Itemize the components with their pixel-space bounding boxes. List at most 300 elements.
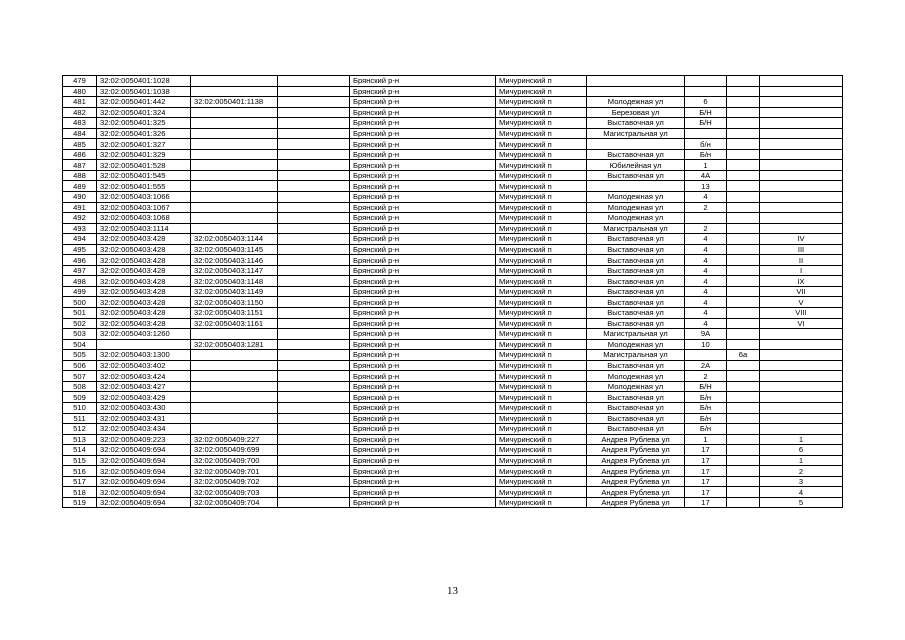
district-cell: Брянский р-н xyxy=(350,181,496,192)
settlement-cell: Мичуринский п xyxy=(496,286,587,297)
empty-cell xyxy=(278,160,350,171)
table-row xyxy=(63,286,843,297)
empty-cell xyxy=(278,276,350,287)
row-number-cell: 503 xyxy=(63,329,97,340)
related-cadastral-number-cell xyxy=(191,371,278,382)
related-cadastral-number-cell: 32:02:0050403:1150 xyxy=(191,297,278,308)
apartment-cell xyxy=(760,192,843,203)
row-number-cell: 519 xyxy=(63,497,97,508)
settlement-cell: Мичуринский п xyxy=(496,434,587,445)
cadastral-number-cell: 32:02:0050403:1066 xyxy=(97,192,191,203)
street-cell: Магистральная ул xyxy=(587,329,685,340)
apartment-cell xyxy=(760,181,843,192)
related-cadastral-number-cell: 32:02:0050403:1151 xyxy=(191,308,278,319)
row-number-cell: 513 xyxy=(63,434,97,445)
district-cell: Брянский р-н xyxy=(350,350,496,361)
related-cadastral-number-cell xyxy=(191,392,278,403)
street-cell: Магистральная ул xyxy=(587,128,685,139)
empty-cell xyxy=(278,76,350,87)
street-cell: Выставочная ул xyxy=(587,170,685,181)
cadastral-number-cell: 32:02:0050401:555 xyxy=(97,181,191,192)
building-cell xyxy=(727,97,760,108)
empty-cell xyxy=(278,318,350,329)
table-row xyxy=(63,160,843,171)
building-cell xyxy=(727,107,760,118)
street-cell: Выставочная ул xyxy=(587,392,685,403)
row-number-cell: 492 xyxy=(63,213,97,224)
apartment-cell xyxy=(760,160,843,171)
row-number-cell: 517 xyxy=(63,476,97,487)
row-number-cell: 499 xyxy=(63,286,97,297)
building-cell xyxy=(727,371,760,382)
settlement-cell: Мичуринский п xyxy=(496,86,587,97)
cadastral-number-cell: 32:02:0050401:324 xyxy=(97,107,191,118)
empty-cell xyxy=(278,234,350,245)
house-number-cell: 2 xyxy=(685,371,727,382)
row-number-cell: 498 xyxy=(63,276,97,287)
street-cell: Молодежная ул xyxy=(587,97,685,108)
table-row xyxy=(63,76,843,87)
empty-cell xyxy=(278,455,350,466)
row-number-cell: 512 xyxy=(63,424,97,435)
apartment-cell: IV xyxy=(760,234,843,245)
building-cell xyxy=(727,286,760,297)
district-cell: Брянский р-н xyxy=(350,107,496,118)
district-cell: Брянский р-н xyxy=(350,402,496,413)
cadastral-number-cell xyxy=(97,339,191,350)
district-cell: Брянский р-н xyxy=(350,487,496,498)
building-cell xyxy=(727,265,760,276)
empty-cell xyxy=(278,392,350,403)
cadastral-number-cell: 32:02:0050403:428 xyxy=(97,244,191,255)
district-cell: Брянский р-н xyxy=(350,223,496,234)
settlement-cell: Мичуринский п xyxy=(496,424,587,435)
settlement-cell: Мичуринский п xyxy=(496,160,587,171)
table-row xyxy=(63,392,843,403)
apartment-cell xyxy=(760,350,843,361)
apartment-cell xyxy=(760,107,843,118)
settlement-cell: Мичуринский п xyxy=(496,308,587,319)
related-cadastral-number-cell xyxy=(191,86,278,97)
empty-cell xyxy=(278,192,350,203)
district-cell: Брянский р-н xyxy=(350,97,496,108)
house-number-cell: 9А xyxy=(685,329,727,340)
empty-cell xyxy=(278,297,350,308)
district-cell: Брянский р-н xyxy=(350,202,496,213)
apartment-cell xyxy=(760,76,843,87)
empty-cell xyxy=(278,128,350,139)
district-cell: Брянский р-н xyxy=(350,392,496,403)
cadastral-number-cell: 32:02:0050409:694 xyxy=(97,455,191,466)
apartment-cell xyxy=(760,360,843,371)
cadastral-number-cell: 32:02:0050409:694 xyxy=(97,487,191,498)
empty-cell xyxy=(278,202,350,213)
empty-cell xyxy=(278,286,350,297)
empty-cell xyxy=(278,223,350,234)
apartment-cell xyxy=(760,381,843,392)
row-number-cell: 515 xyxy=(63,455,97,466)
district-cell: Брянский р-н xyxy=(350,128,496,139)
related-cadastral-number-cell: 32:02:0050403:1145 xyxy=(191,244,278,255)
empty-cell xyxy=(278,181,350,192)
apartment-cell: 2 xyxy=(760,466,843,477)
house-number-cell: 4 xyxy=(685,192,727,203)
settlement-cell: Мичуринский п xyxy=(496,139,587,150)
district-cell: Брянский р-н xyxy=(350,160,496,171)
street-cell: Молодежная ул xyxy=(587,381,685,392)
empty-cell xyxy=(278,497,350,508)
empty-cell xyxy=(278,244,350,255)
district-cell: Брянский р-н xyxy=(350,476,496,487)
house-number-cell: 17 xyxy=(685,476,727,487)
street-cell xyxy=(587,181,685,192)
apartment-cell xyxy=(760,97,843,108)
row-number-cell: 487 xyxy=(63,160,97,171)
row-number-cell: 518 xyxy=(63,487,97,498)
building-cell xyxy=(727,318,760,329)
building-cell xyxy=(727,329,760,340)
table-row xyxy=(63,497,843,508)
apartment-cell xyxy=(760,118,843,129)
table-row xyxy=(63,149,843,160)
table-row xyxy=(63,413,843,424)
related-cadastral-number-cell: 32:02:0050403:1149 xyxy=(191,286,278,297)
settlement-cell: Мичуринский п xyxy=(496,402,587,413)
house-number-cell: 4 xyxy=(685,308,727,319)
related-cadastral-number-cell: 32:02:0050401:1138 xyxy=(191,97,278,108)
building-cell xyxy=(727,308,760,319)
empty-cell xyxy=(278,434,350,445)
street-cell: Выставочная ул xyxy=(587,308,685,319)
table-row xyxy=(63,371,843,382)
settlement-cell: Мичуринский п xyxy=(496,276,587,287)
settlement-cell: Мичуринский п xyxy=(496,350,587,361)
row-number-cell: 507 xyxy=(63,371,97,382)
related-cadastral-number-cell xyxy=(191,381,278,392)
street-cell: Выставочная ул xyxy=(587,265,685,276)
table-row xyxy=(63,424,843,435)
district-cell: Брянский р-н xyxy=(350,86,496,97)
building-cell xyxy=(727,244,760,255)
empty-cell xyxy=(278,487,350,498)
house-number-cell xyxy=(685,86,727,97)
row-number-cell: 489 xyxy=(63,181,97,192)
street-cell: Выставочная ул xyxy=(587,255,685,266)
house-number-cell: Б/Н xyxy=(685,107,727,118)
street-cell: Андрея Рублева ул xyxy=(587,487,685,498)
building-cell xyxy=(727,413,760,424)
related-cadastral-number-cell xyxy=(191,202,278,213)
building-cell xyxy=(727,181,760,192)
district-cell: Брянский р-н xyxy=(350,381,496,392)
row-number-cell: 480 xyxy=(63,86,97,97)
cadastral-number-cell: 32:02:0050409:694 xyxy=(97,497,191,508)
house-number-cell: 2 xyxy=(685,223,727,234)
row-number-cell: 490 xyxy=(63,192,97,203)
table-row xyxy=(63,139,843,150)
apartment-cell: III xyxy=(760,244,843,255)
street-cell: Андрея Рублева ул xyxy=(587,497,685,508)
table-row xyxy=(63,434,843,445)
street-cell: Молодежная ул xyxy=(587,339,685,350)
building-cell xyxy=(727,381,760,392)
related-cadastral-number-cell: 32:02:0050409:702 xyxy=(191,476,278,487)
table-row xyxy=(63,244,843,255)
empty-cell xyxy=(278,149,350,160)
apartment-cell: VI xyxy=(760,318,843,329)
district-cell: Брянский р-н xyxy=(350,297,496,308)
row-number-cell: 484 xyxy=(63,128,97,139)
row-number-cell: 483 xyxy=(63,118,97,129)
house-number-cell: 4А xyxy=(685,170,727,181)
house-number-cell: Б/Н xyxy=(685,118,727,129)
cadastral-number-cell: 32:02:0050401:327 xyxy=(97,139,191,150)
house-number-cell: 17 xyxy=(685,445,727,456)
related-cadastral-number-cell xyxy=(191,360,278,371)
table-row xyxy=(63,276,843,287)
table-row xyxy=(63,455,843,466)
table-row xyxy=(63,97,843,108)
row-number-cell: 510 xyxy=(63,402,97,413)
district-cell: Брянский р-н xyxy=(350,118,496,129)
building-cell xyxy=(727,255,760,266)
row-number-cell: 497 xyxy=(63,265,97,276)
house-number-cell: 17 xyxy=(685,455,727,466)
apartment-cell xyxy=(760,339,843,350)
table-row xyxy=(63,107,843,118)
row-number-cell: 479 xyxy=(63,76,97,87)
settlement-cell: Мичуринский п xyxy=(496,466,587,477)
house-number-cell: 1 xyxy=(685,434,727,445)
house-number-cell: 4 xyxy=(685,234,727,245)
empty-cell xyxy=(278,466,350,477)
row-number-cell: 511 xyxy=(63,413,97,424)
district-cell: Брянский р-н xyxy=(350,424,496,435)
settlement-cell: Мичуринский п xyxy=(496,170,587,181)
empty-cell xyxy=(278,402,350,413)
district-cell: Брянский р-н xyxy=(350,360,496,371)
cadastral-number-cell: 32:02:0050403:430 xyxy=(97,402,191,413)
empty-cell xyxy=(278,381,350,392)
building-cell xyxy=(727,339,760,350)
settlement-cell: Мичуринский п xyxy=(496,476,587,487)
building-cell xyxy=(727,455,760,466)
settlement-cell: Мичуринский п xyxy=(496,329,587,340)
settlement-cell: Мичуринский п xyxy=(496,149,587,160)
empty-cell xyxy=(278,371,350,382)
table-row xyxy=(63,381,843,392)
apartment-cell xyxy=(760,413,843,424)
district-cell: Брянский р-н xyxy=(350,413,496,424)
street-cell: Юбилейная ул xyxy=(587,160,685,171)
cadastral-number-cell: 32:02:0050401:329 xyxy=(97,149,191,160)
apartment-cell: II xyxy=(760,255,843,266)
street-cell xyxy=(587,76,685,87)
building-cell xyxy=(727,276,760,287)
district-cell: Брянский р-н xyxy=(350,213,496,224)
settlement-cell: Мичуринский п xyxy=(496,339,587,350)
cadastral-number-cell: 32:02:0050403:1067 xyxy=(97,202,191,213)
house-number-cell: 13 xyxy=(685,181,727,192)
street-cell: Магистральная ул xyxy=(587,350,685,361)
street-cell: Выставочная ул xyxy=(587,234,685,245)
row-number-cell: 493 xyxy=(63,223,97,234)
empty-cell xyxy=(278,424,350,435)
district-cell: Брянский р-н xyxy=(350,255,496,266)
street-cell: Молодежная ул xyxy=(587,371,685,382)
related-cadastral-number-cell xyxy=(191,192,278,203)
street-cell: Выставочная ул xyxy=(587,244,685,255)
cadastral-number-cell: 32:02:0050403:424 xyxy=(97,371,191,382)
cadastral-number-cell: 32:02:0050409:694 xyxy=(97,445,191,456)
related-cadastral-number-cell: 32:02:0050403:1148 xyxy=(191,276,278,287)
district-cell: Брянский р-н xyxy=(350,339,496,350)
table-row xyxy=(63,192,843,203)
district-cell: Брянский р-н xyxy=(350,371,496,382)
house-number-cell: 10 xyxy=(685,339,727,350)
street-cell: Выставочная ул xyxy=(587,276,685,287)
settlement-cell: Мичуринский п xyxy=(496,97,587,108)
street-cell: Магистральная ул xyxy=(587,223,685,234)
row-number-cell: 502 xyxy=(63,318,97,329)
related-cadastral-number-cell xyxy=(191,350,278,361)
table-row xyxy=(63,350,843,361)
building-cell xyxy=(727,160,760,171)
settlement-cell: Мичуринский п xyxy=(496,128,587,139)
row-number-cell: 485 xyxy=(63,139,97,150)
district-cell: Брянский р-н xyxy=(350,265,496,276)
empty-cell xyxy=(278,139,350,150)
related-cadastral-number-cell xyxy=(191,329,278,340)
empty-cell xyxy=(278,476,350,487)
building-cell xyxy=(727,487,760,498)
settlement-cell: Мичуринский п xyxy=(496,192,587,203)
district-cell: Брянский р-н xyxy=(350,234,496,245)
cadastral-number-cell: 32:02:0050403:428 xyxy=(97,308,191,319)
settlement-cell: Мичуринский п xyxy=(496,487,587,498)
cadastral-number-cell: 32:02:0050403:427 xyxy=(97,381,191,392)
address-registry-table xyxy=(62,75,843,508)
house-number-cell: 4 xyxy=(685,244,727,255)
settlement-cell: Мичуринский п xyxy=(496,181,587,192)
empty-cell xyxy=(278,350,350,361)
table-row xyxy=(63,297,843,308)
building-cell xyxy=(727,76,760,87)
settlement-cell: Мичуринский п xyxy=(496,265,587,276)
street-cell: Выставочная ул xyxy=(587,286,685,297)
table-row xyxy=(63,487,843,498)
building-cell xyxy=(727,223,760,234)
settlement-cell: Мичуринский п xyxy=(496,107,587,118)
table-row xyxy=(63,86,843,97)
apartment-cell xyxy=(760,139,843,150)
building-cell xyxy=(727,497,760,508)
district-cell: Брянский р-н xyxy=(350,318,496,329)
empty-cell xyxy=(278,97,350,108)
settlement-cell: Мичуринский п xyxy=(496,213,587,224)
house-number-cell xyxy=(685,350,727,361)
empty-cell xyxy=(278,360,350,371)
related-cadastral-number-cell xyxy=(191,213,278,224)
related-cadastral-number-cell xyxy=(191,118,278,129)
building-cell xyxy=(727,466,760,477)
related-cadastral-number-cell xyxy=(191,181,278,192)
district-cell: Брянский р-н xyxy=(350,149,496,160)
cadastral-number-cell: 32:02:0050409:694 xyxy=(97,466,191,477)
apartment-cell xyxy=(760,128,843,139)
building-cell xyxy=(727,118,760,129)
cadastral-number-cell: 32:02:0050409:694 xyxy=(97,476,191,487)
apartment-cell: 1 xyxy=(760,455,843,466)
cadastral-number-cell: 32:02:0050401:545 xyxy=(97,170,191,181)
table-row xyxy=(63,202,843,213)
table-row xyxy=(63,339,843,350)
table-row xyxy=(63,318,843,329)
district-cell: Брянский р-н xyxy=(350,455,496,466)
apartment-cell: 1 xyxy=(760,434,843,445)
row-number-cell: 491 xyxy=(63,202,97,213)
related-cadastral-number-cell: 32:02:0050409:227 xyxy=(191,434,278,445)
settlement-cell: Мичуринский п xyxy=(496,371,587,382)
empty-cell xyxy=(278,339,350,350)
cadastral-number-cell: 32:02:0050403:1260 xyxy=(97,329,191,340)
street-cell: Молодежная ул xyxy=(587,192,685,203)
table-row xyxy=(63,308,843,319)
related-cadastral-number-cell xyxy=(191,139,278,150)
building-cell xyxy=(727,297,760,308)
house-number-cell: 4 xyxy=(685,286,727,297)
apartment-cell: VIII xyxy=(760,308,843,319)
related-cadastral-number-cell: 32:02:0050403:1147 xyxy=(191,265,278,276)
related-cadastral-number-cell xyxy=(191,149,278,160)
house-number-cell xyxy=(685,128,727,139)
house-number-cell: 4 xyxy=(685,297,727,308)
district-cell: Брянский р-н xyxy=(350,308,496,319)
street-cell xyxy=(587,86,685,97)
building-cell: 6а xyxy=(727,350,760,361)
building-cell xyxy=(727,202,760,213)
settlement-cell: Мичуринский п xyxy=(496,318,587,329)
table-row xyxy=(63,445,843,456)
cadastral-number-cell: 32:02:0050403:431 xyxy=(97,413,191,424)
settlement-cell: Мичуринский п xyxy=(496,118,587,129)
house-number-cell: Б/н xyxy=(685,413,727,424)
cadastral-number-cell: 32:02:0050403:1068 xyxy=(97,213,191,224)
row-number-cell: 506 xyxy=(63,360,97,371)
building-cell xyxy=(727,402,760,413)
settlement-cell: Мичуринский п xyxy=(496,223,587,234)
house-number-cell: Б/Н xyxy=(685,381,727,392)
cadastral-number-cell: 32:02:0050403:428 xyxy=(97,234,191,245)
building-cell xyxy=(727,392,760,403)
building-cell xyxy=(727,128,760,139)
empty-cell xyxy=(278,118,350,129)
street-cell: Выставочная ул xyxy=(587,413,685,424)
row-number-cell: 488 xyxy=(63,170,97,181)
row-number-cell: 516 xyxy=(63,466,97,477)
table-row xyxy=(63,170,843,181)
district-cell: Брянский р-н xyxy=(350,139,496,150)
house-number-cell: Б/н xyxy=(685,149,727,160)
house-number-cell: 1 xyxy=(685,160,727,171)
apartment-cell: 5 xyxy=(760,497,843,508)
house-number-cell: 2 xyxy=(685,202,727,213)
street-cell: Андрея Рублева ул xyxy=(587,434,685,445)
cadastral-number-cell: 32:02:0050401:326 xyxy=(97,128,191,139)
building-cell xyxy=(727,360,760,371)
house-number-cell xyxy=(685,213,727,224)
settlement-cell: Мичуринский п xyxy=(496,445,587,456)
